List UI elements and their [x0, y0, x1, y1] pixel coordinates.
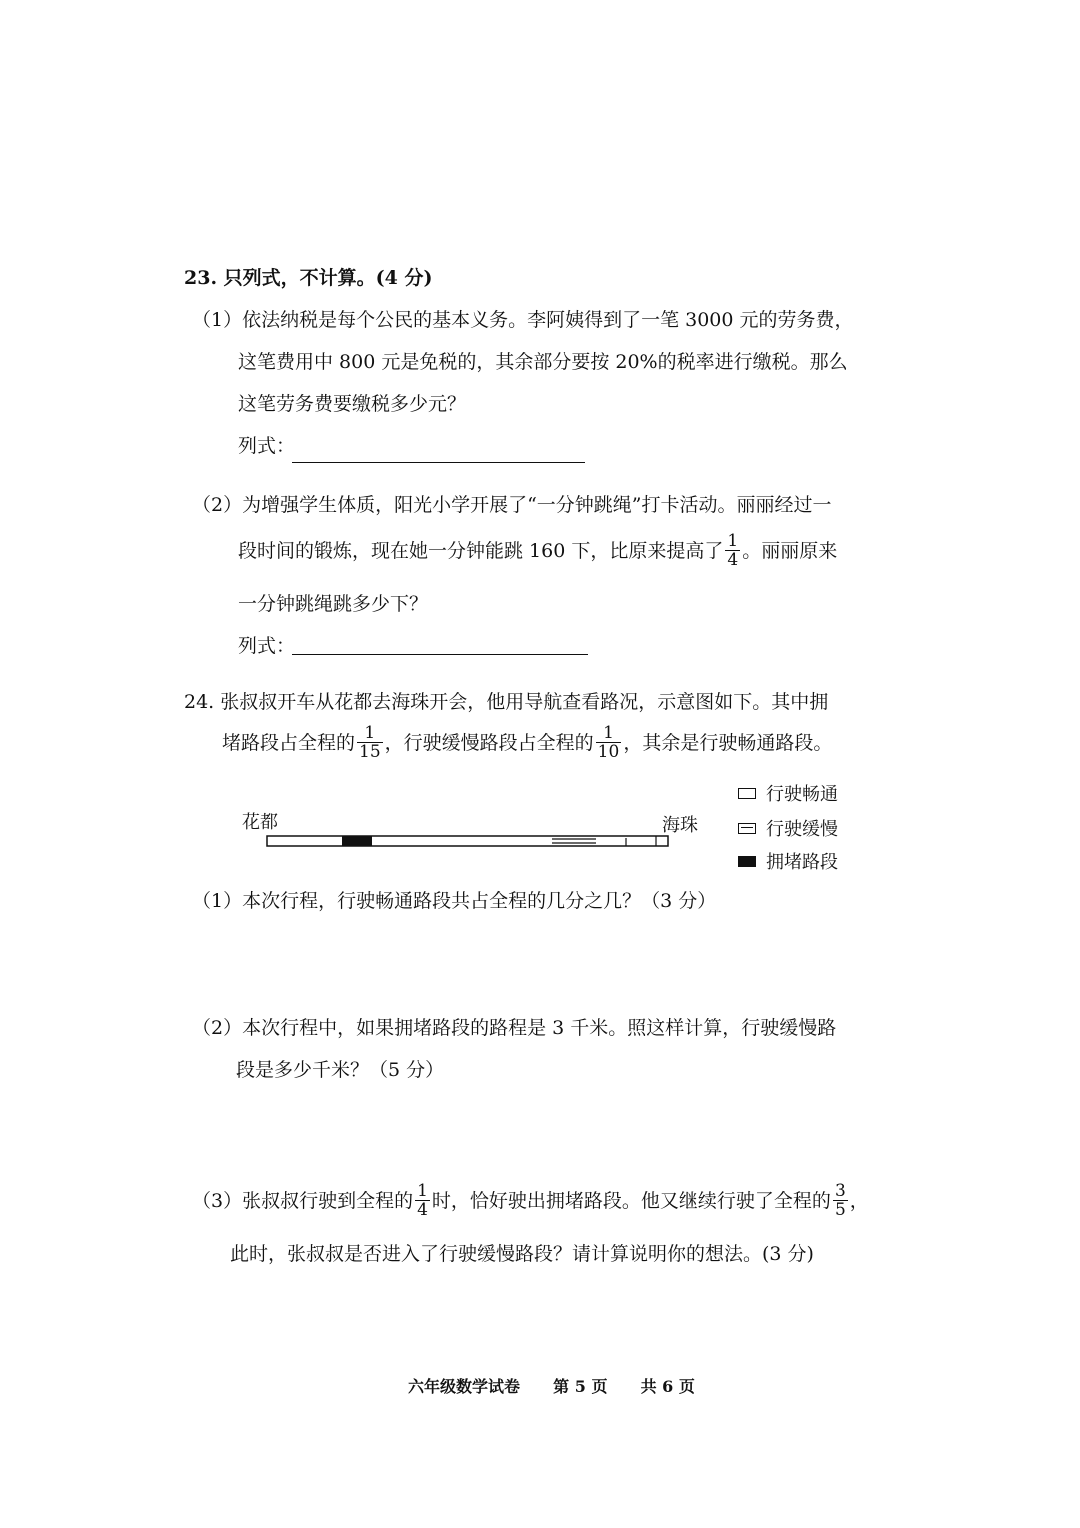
q23-part2-answer-label: 列式：	[238, 635, 296, 657]
fraction-three-fifths	[833, 1182, 848, 1219]
legend-smooth-label: 行驶畅通	[766, 784, 838, 805]
q23-part1-answer-line[interactable]	[292, 462, 585, 463]
route-start-label: 花都	[242, 812, 278, 833]
q23-part1-line2: 这笔费用中 800 元是免税的，其余部分要按 20%的税率进行缴税。那么	[238, 351, 848, 373]
q24-part3-text-b: 时，恰好驶出拥堵路段。他又继续行驶了全程的	[431, 1189, 831, 1212]
q23-part2-line2-text-b: 。丽丽原来	[742, 539, 838, 562]
fraction-one-quarter	[725, 532, 740, 569]
fraction-denominator: 4	[417, 1200, 428, 1220]
fraction-numerator: 1	[596, 724, 622, 743]
footer-page: 第 5 页	[553, 1377, 608, 1396]
q24-part2-line2: 段是多少千米？（5 分）	[236, 1059, 445, 1081]
q24-line2-text-c: ，其余是行驶畅通路段。	[623, 731, 833, 754]
legend-slow-icon	[738, 823, 756, 834]
fraction-denominator: 5	[834, 1200, 846, 1220]
q24-part3-line1	[192, 1182, 869, 1219]
q23-part2-line3: 一分钟跳绳跳多少下？	[238, 593, 429, 615]
fraction-denominator: 10	[597, 742, 620, 762]
q23-part2-answer-line[interactable]	[292, 654, 588, 655]
q24-part3-text-c: ，	[849, 1189, 869, 1212]
q24-part3-text-a: （3）张叔叔行驶到全程的	[192, 1189, 414, 1212]
q24-part3-line2: 此时，张叔叔是否进入了行驶缓慢路段？请计算说明你的想法。(3 分)	[230, 1243, 814, 1265]
fraction-one-tenth	[596, 724, 622, 761]
fraction-denominator: 15	[359, 742, 381, 762]
legend-congested-icon	[738, 856, 756, 867]
fraction-one-quarter	[415, 1182, 430, 1219]
fraction-numerator: 3	[834, 1181, 846, 1201]
legend-slow	[738, 815, 838, 841]
legend-congested	[738, 848, 838, 874]
fraction-numerator: 1	[357, 724, 383, 743]
route-bar-diagram	[266, 834, 671, 850]
footer	[408, 1374, 695, 1397]
fraction-denominator: 4	[727, 550, 739, 570]
congested-segment	[342, 836, 372, 846]
q24-line2-text-b: ，行驶缓慢路段占全程的	[384, 731, 594, 754]
q23-part1-answer-label: 列式：	[238, 435, 296, 457]
q23-part1-line1: （1）依法纳税是每个公民的基本义务。李阿姨得到了一笔 3000 元的劳务费，	[192, 309, 854, 331]
question-23-title: 23. 只列式，不计算。(4 分)	[184, 267, 433, 289]
q24-line2-text-a: 堵路段占全程的	[222, 731, 356, 754]
q23-part2-line2-text-a: 段时间的锻炼，现在她一分钟能跳 160 下，比原来提高了	[238, 539, 724, 562]
route-end-label: 海珠	[662, 815, 698, 836]
question-24-title: 24. 张叔叔开车从花都去海珠开会，他用导航查看路况，示意图如下。其中拥	[184, 691, 829, 713]
legend-slow-label: 行驶缓慢	[766, 819, 838, 840]
legend-congested-label: 拥堵路段	[766, 852, 838, 873]
legend-smooth-icon	[738, 788, 756, 799]
q23-part2-line1: （2）为增强学生体质，阳光小学开展了“一分钟跳绳”打卡活动。丽丽经过一	[192, 494, 832, 516]
q23-part2-line2	[238, 532, 837, 569]
q24-part1: （1）本次行程，行驶畅通路段共占全程的几分之几？（3 分）	[192, 890, 717, 912]
q23-part1-line3: 这笔劳务费要缴税多少元？	[238, 393, 467, 415]
footer-total: 共 6 页	[640, 1377, 695, 1396]
route-bar-outline	[267, 836, 668, 846]
q24-part2-line1: （2）本次行程中，如果拥堵路段的路程是 3 千米。照这样计算，行驶缓慢路	[192, 1017, 837, 1039]
fraction-numerator: 1	[417, 1181, 428, 1201]
footer-subject: 六年级数学试卷	[408, 1377, 521, 1396]
q24-line2	[222, 724, 832, 761]
fraction-one-fifteenth	[357, 724, 383, 761]
legend-smooth	[738, 780, 838, 806]
fraction-numerator: 1	[727, 531, 739, 551]
